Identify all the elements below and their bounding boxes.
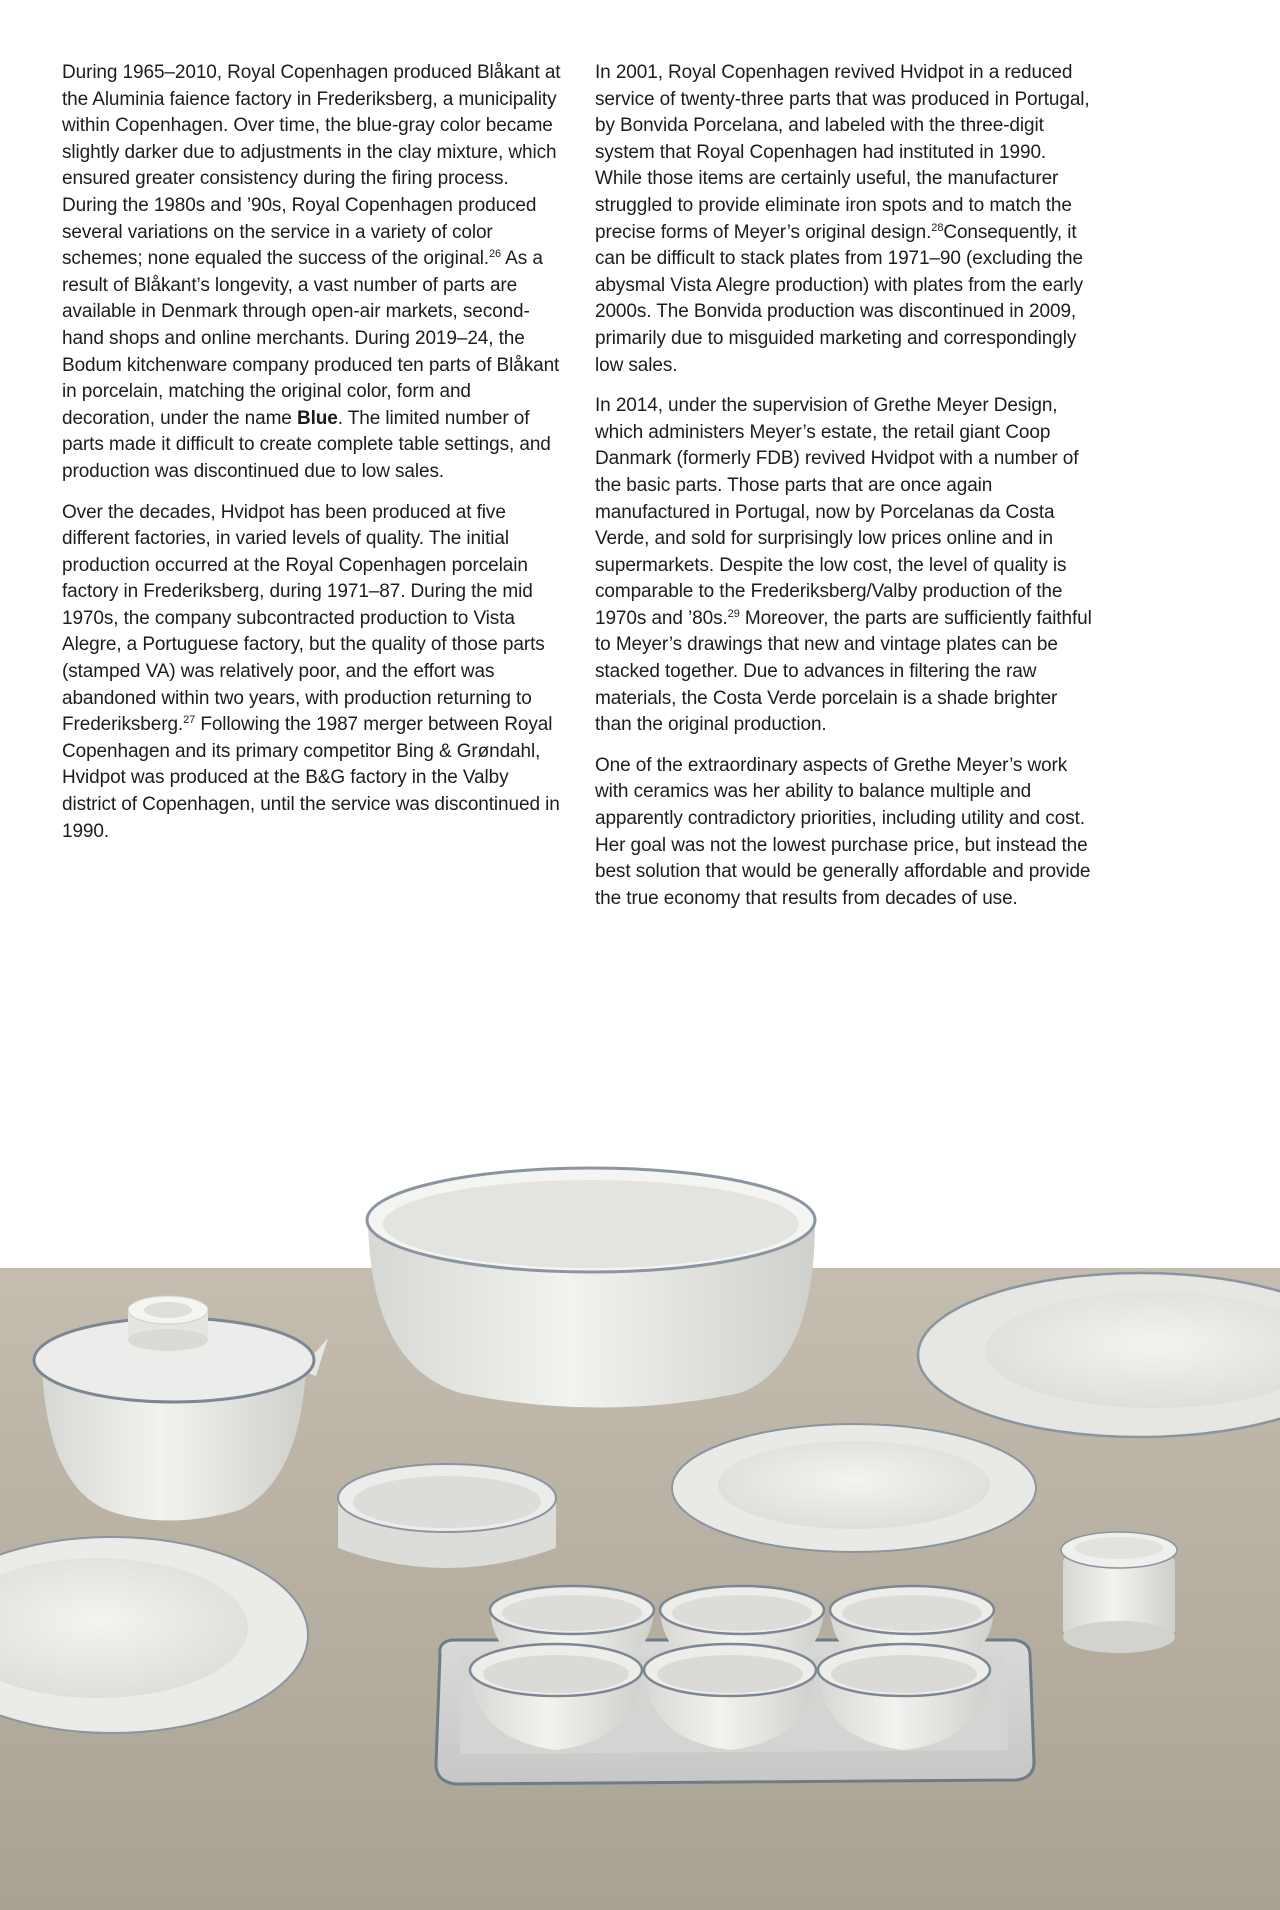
paragraph-blakant-history: During 1965–2010, Royal Copenhagen produced Blåkant at the Aluminia faience factory in Frederiksberg, a municipality within Copenhagen. Over time, the blue-gray color became slightly darker due to adjustments in the clay mixture, which ensured greater consistency during the firing process. During the 1980s and ’90s, Royal Copenhagen produced several variations on the service in a variety of color schemes; none equaled the success of the original.$^{26}$ As a result of Blåkant’s longevity, a vast number of parts are available in Denmark through open-air markets, second-hand shops and online merchants. During 2019–24, the Bodum kitchenware company produced ten parts of Blåkant in porcelain, matching the original color, form and decoration, under the name Blue. The limited number of parts made it difficult to create complete table settings, and production was discontinued due to low sales. <box>62 62 561 482</box>
footnote-marker-26: 26 <box>489 248 502 261</box>
lidded-jar <box>1061 1532 1177 1653</box>
medium-plate <box>672 1424 1036 1552</box>
footnote-marker-28: 28 <box>931 221 944 234</box>
paragraph-coop-revival: In 2014, under the supervision of Grethe Meyer Design, which administers Meyer’s estate, the retail giant Coop Danmark (formerly FDB) revived Hvidpot with a number of the basic parts. Those parts that are once again manufactured in Portugal, now by Porcelanas da Costa Verde, and sold for surprisingly low prices online and in supermarkets. Despite the low cost, the level of quality is comparable to the Frederiksberg/Valby production of the 1970s and ’80s.$^{29}$ Moreover, the parts are sufficiently faithful to Meyer’s drawings that new and vintage plates can be stacked together. Due to advances in filtering the raw materials, the Costa Verde porcelain is a shade brighter than the original production. <box>595 395 1092 736</box>
tableware-photo <box>0 1150 1280 1910</box>
footnote-marker-27: 27 <box>183 714 196 727</box>
text-column-left <box>62 60 562 859</box>
paragraph-meyer-priorities: One of the extraordinary aspects of Grethe Meyer’s work with ceramics was her ability to balance multiple and apparently contradictory priorities, including utility and cost. Her goal was not the lowest purchase price, but instead the best solution that would be generally affordable and provide the true economy that results from decades of use. <box>595 754 1091 909</box>
paragraph-bonvida-revival: In 2001, Royal Copenhagen revived Hvidpot in a reduced service of twenty-three parts that was produced in Portugal, by Bonvida Porcelana, and labeled with the three-digit system that Royal Copenhagen had instituted in 1990. While those items are certainly useful, the manufacturer struggled to provide eliminate iron spots and to match the precise forms of Meyer’s original design.$^{28}$Consequently, it can be difficult to stack plates from 1971–90 (excluding the abysmal Vista Alegre production) with plates from the early 2000s. The Bonvida production was discontinued in 2009, primarily due to misguided marketing and correspondingly low sales. <box>595 62 1090 376</box>
large-bowl <box>367 1168 815 1408</box>
footnote-marker-29: 29 <box>727 607 740 620</box>
small-dish <box>338 1464 556 1568</box>
text-column-right <box>595 60 1095 926</box>
small-bowls <box>470 1586 994 1750</box>
paragraph-hvidpot-factories: Over the decades, Hvidpot has been produced at five different factories, in varied levels of quality. The initial production occurred at the Royal Copenhagen porcelain factory in Frederiksberg, during 1971–87. During the mid 1970s, the company subcontracted production to Vista Alegre, a Portuguese factory, but the quality of those parts (stamped VA) was relatively poor, and the effort was abandoned within two years, with production returning to Frederiksberg.$^{27}$ Following the 1987 merger between Royal Copenhagen and its primary competitor Bing & Grøndahl, Hvidpot was produced at the B&G factory in the Valby district of Copenhagen, until the service was discontinued in 1990. <box>62 501 560 842</box>
product-name-blue: Blue <box>296 407 338 429</box>
